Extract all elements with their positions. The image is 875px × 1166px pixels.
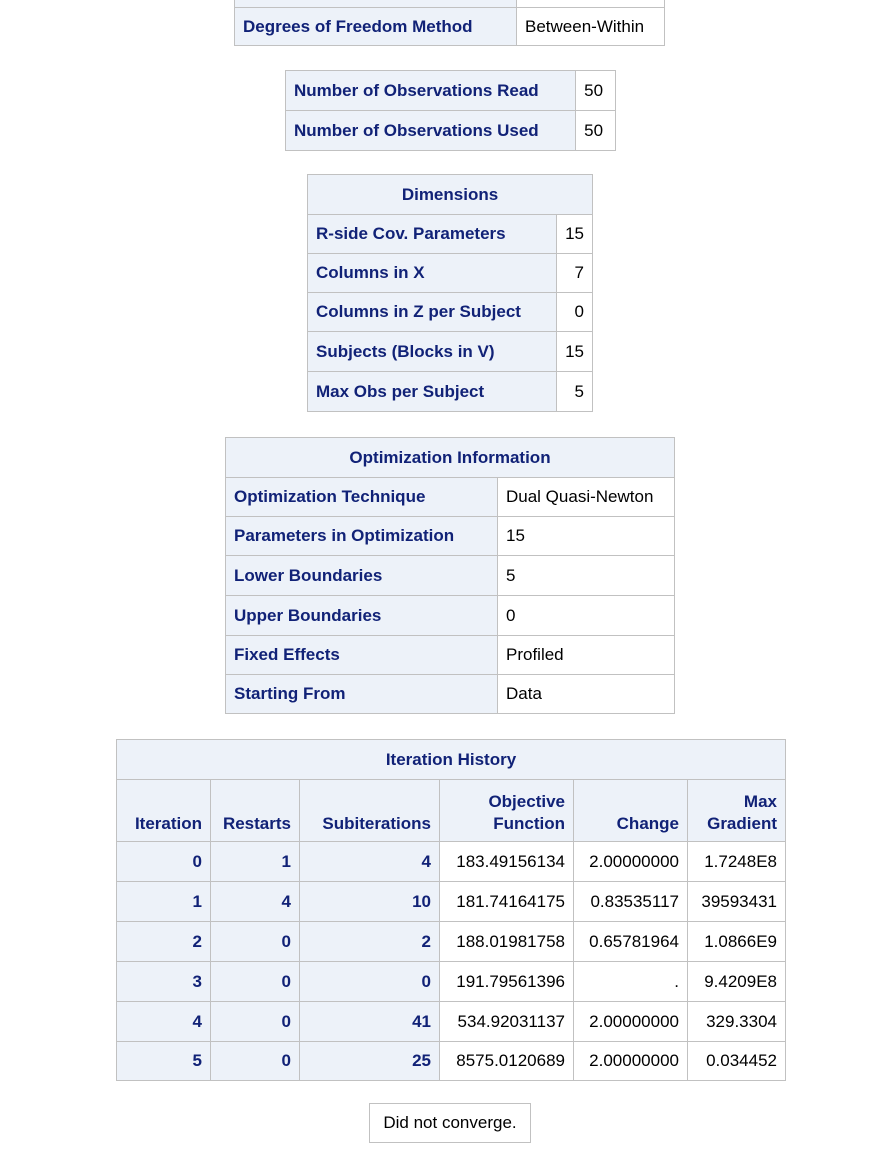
dim-value: 5: [557, 372, 593, 412]
opt-value: Profiled: [498, 636, 675, 675]
dim-label: Subjects (Blocks in V): [308, 332, 557, 372]
objective-cell: 8575.0120689: [440, 1042, 574, 1081]
col-header: Change: [574, 780, 688, 842]
objective-cell: 534.92031137: [440, 1002, 574, 1042]
table-row: [117, 1002, 786, 1042]
dim-value: 0: [557, 293, 593, 332]
dim-label: Columns in Z per Subject: [308, 293, 557, 332]
convergence-status: Did not converge.: [369, 1103, 531, 1143]
iteration-cell: 4: [117, 1002, 211, 1042]
subiterations-cell: 25: [300, 1042, 440, 1081]
gradient-cell: 39593431: [688, 882, 786, 922]
objective-cell: 188.01981758: [440, 922, 574, 962]
obs-read-value: 50: [576, 71, 616, 111]
change-cell: 0.83535117: [574, 882, 688, 922]
dimensions-table: [307, 174, 593, 412]
df-method-value: Between-Within: [517, 8, 665, 46]
gradient-cell: 1.0866E9: [688, 922, 786, 962]
change-cell: 2.00000000: [574, 842, 688, 882]
iteration-history-table: [116, 739, 786, 1081]
subiterations-cell: 41: [300, 1002, 440, 1042]
table-row: [117, 922, 786, 962]
opt-value: 0: [498, 596, 675, 636]
opt-label: Parameters in Optimization: [226, 517, 498, 556]
obs-used-value: 50: [576, 111, 616, 151]
opt-label: Fixed Effects: [226, 636, 498, 675]
subiterations-cell: 0: [300, 962, 440, 1002]
gradient-cell: 0.034452: [688, 1042, 786, 1081]
col-header: Restarts: [211, 780, 300, 842]
restarts-cell: 0: [211, 1042, 300, 1081]
opt-value: Data: [498, 675, 675, 714]
gradient-cell: 9.4209E8: [688, 962, 786, 1002]
gradient-cell: 329.3304: [688, 1002, 786, 1042]
subiterations-cell: 2: [300, 922, 440, 962]
iteration-cell: 1: [117, 882, 211, 922]
model-info-table: [234, 0, 665, 46]
dim-value: 15: [557, 215, 593, 254]
change-cell: .: [574, 962, 688, 1002]
objective-cell: 191.79561396: [440, 962, 574, 1002]
change-cell: 0.65781964: [574, 922, 688, 962]
dim-label: Max Obs per Subject: [308, 372, 557, 412]
df-method-label: Degrees of Freedom Method: [235, 8, 517, 46]
opt-value: 15: [498, 517, 675, 556]
objective-cell: 183.49156134: [440, 842, 574, 882]
iteration-cell: 3: [117, 962, 211, 1002]
dim-label: Columns in X: [308, 254, 557, 293]
gradient-cell: 1.7248E8: [688, 842, 786, 882]
subiterations-cell: 4: [300, 842, 440, 882]
restarts-cell: 4: [211, 882, 300, 922]
subiterations-cell: 10: [300, 882, 440, 922]
optimization-title: Optimization Information: [226, 438, 675, 478]
change-cell: 2.00000000: [574, 1002, 688, 1042]
obs-read-label: Number of Observations Read: [286, 71, 576, 111]
table-row: [117, 842, 786, 882]
iteration-cell: 5: [117, 1042, 211, 1081]
opt-value: Dual Quasi-Newton: [498, 478, 675, 517]
table-row: [117, 962, 786, 1002]
opt-label: Upper Boundaries: [226, 596, 498, 636]
objective-cell: 181.74164175: [440, 882, 574, 922]
restarts-cell: 0: [211, 922, 300, 962]
optimization-table: [225, 437, 675, 714]
dim-label: R-side Cov. Parameters: [308, 215, 557, 254]
change-cell: 2.00000000: [574, 1042, 688, 1081]
col-header: Max Gradient: [688, 780, 786, 842]
dimensions-title: Dimensions: [308, 175, 593, 215]
col-header: Subiterations: [300, 780, 440, 842]
col-header: Iteration: [117, 780, 211, 842]
opt-label: Optimization Technique: [226, 478, 498, 517]
restarts-cell: 0: [211, 962, 300, 1002]
table-row: [117, 1042, 786, 1081]
restarts-cell: 0: [211, 1002, 300, 1042]
restarts-cell: 1: [211, 842, 300, 882]
table-row: [117, 882, 786, 922]
opt-label: Starting From: [226, 675, 498, 714]
opt-value: 5: [498, 556, 675, 596]
iteration-history-title: Iteration History: [117, 740, 786, 780]
iteration-cell: 2: [117, 922, 211, 962]
dim-value: 15: [557, 332, 593, 372]
obs-used-label: Number of Observations Used: [286, 111, 576, 151]
col-header: Objective Function: [440, 780, 574, 842]
iteration-cell: 0: [117, 842, 211, 882]
dim-value: 7: [557, 254, 593, 293]
observations-table: [285, 70, 616, 151]
opt-label: Lower Boundaries: [226, 556, 498, 596]
